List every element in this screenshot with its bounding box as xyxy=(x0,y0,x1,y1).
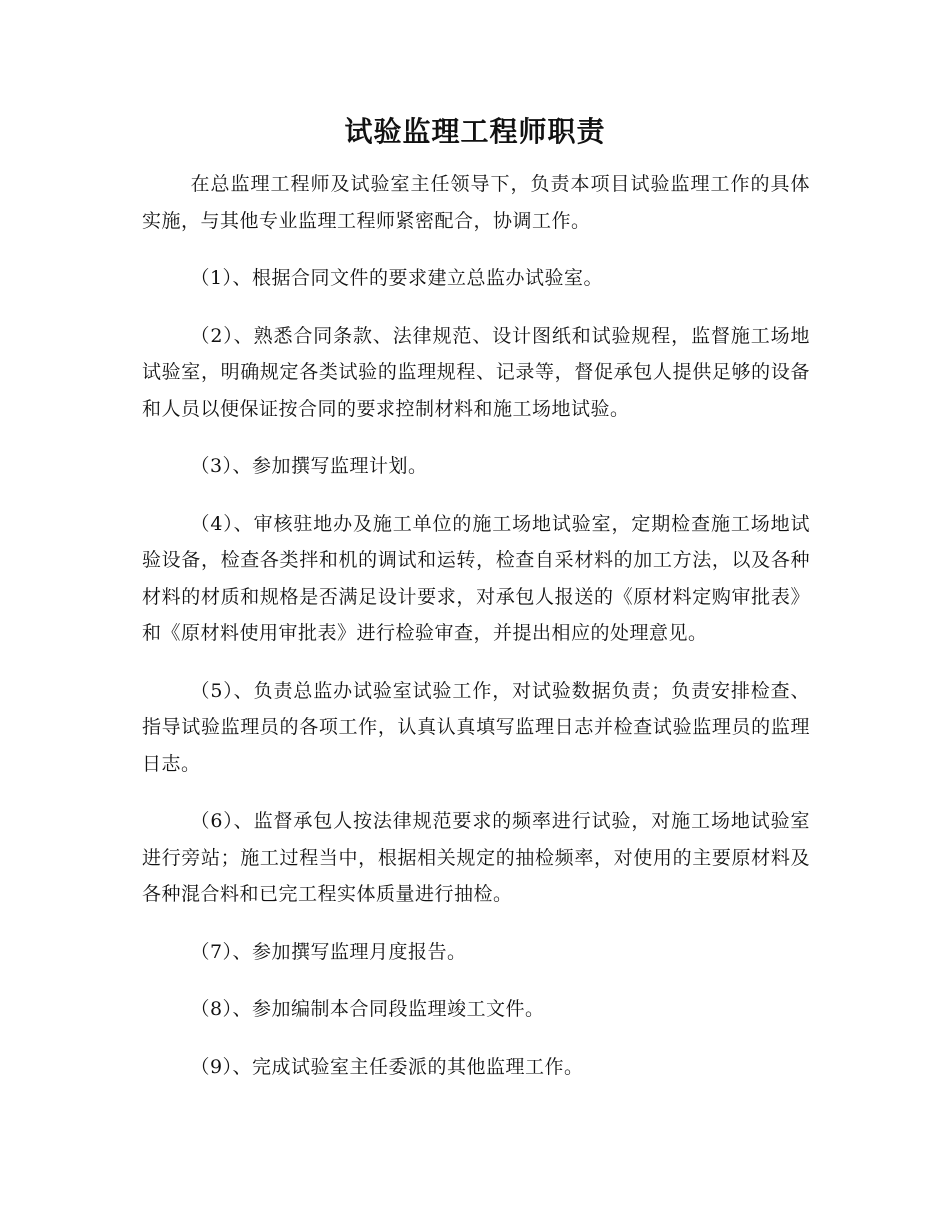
intro-paragraph: 在总监理工程师及试验室主任领导下，负责本项目试验监理工作的具体实施，与其他专业监理工程师紧密配合，协调工作。 xyxy=(142,173,810,232)
duty-item-1: （1）、根据合同文件的要求建立总监办试验室。 xyxy=(190,267,604,289)
document-title: 试验监理工程师职责 xyxy=(344,115,606,148)
duty-item-5: （5）、负责总监办试验室试验工作，对试验数据负责；负责安排检查、指导试验监理员的各项工作，认真认真填写监理日志并检查试验监理员的监理日志。 xyxy=(142,679,810,775)
document-body xyxy=(142,166,810,1106)
duty-item-9: （9）、完成试验室主任委派的其他监理工作。 xyxy=(190,1055,584,1078)
duty-item-4: （4）、审核驻地办及施工单位的施工场地试验室，定期检查施工场地试验设备，检查各类拌和机的调试和运转，检查自采材料的加工方法，以及各种材料的材质和规格是否满足设计要求，对承包人报送的《原材料定购审批表》和《原材料使用审批表》进行检验审查，并提出相应的处理意见。 xyxy=(142,512,810,644)
duty-item-8: （8）、参加编制本合同段监理竣工文件。 xyxy=(190,998,545,1020)
duty-item-7: （7）、参加撰写监理月度报告。 xyxy=(190,940,467,963)
duty-item-3: （3）、参加撰写监理计划。 xyxy=(190,455,428,477)
duty-item-6: （6）、监督承包人按法律规范要求的频率进行试验，对施工场地试验室进行旁站；施工过程当中，根据相关规定的抽检频率，对使用的主要原材料及各种混合料和已完工程实体质量进行抽检。 xyxy=(142,810,810,905)
duty-item-2: （2）、熟悉合同条款、法律规范、设计图纸和试验规程，监督施工场地试验室，明确规定各类试验的监理规程、记录等，督促承包人提供足够的设备和人员以便保证按合同的要求控制材料和施工场地试验。 xyxy=(142,324,810,420)
